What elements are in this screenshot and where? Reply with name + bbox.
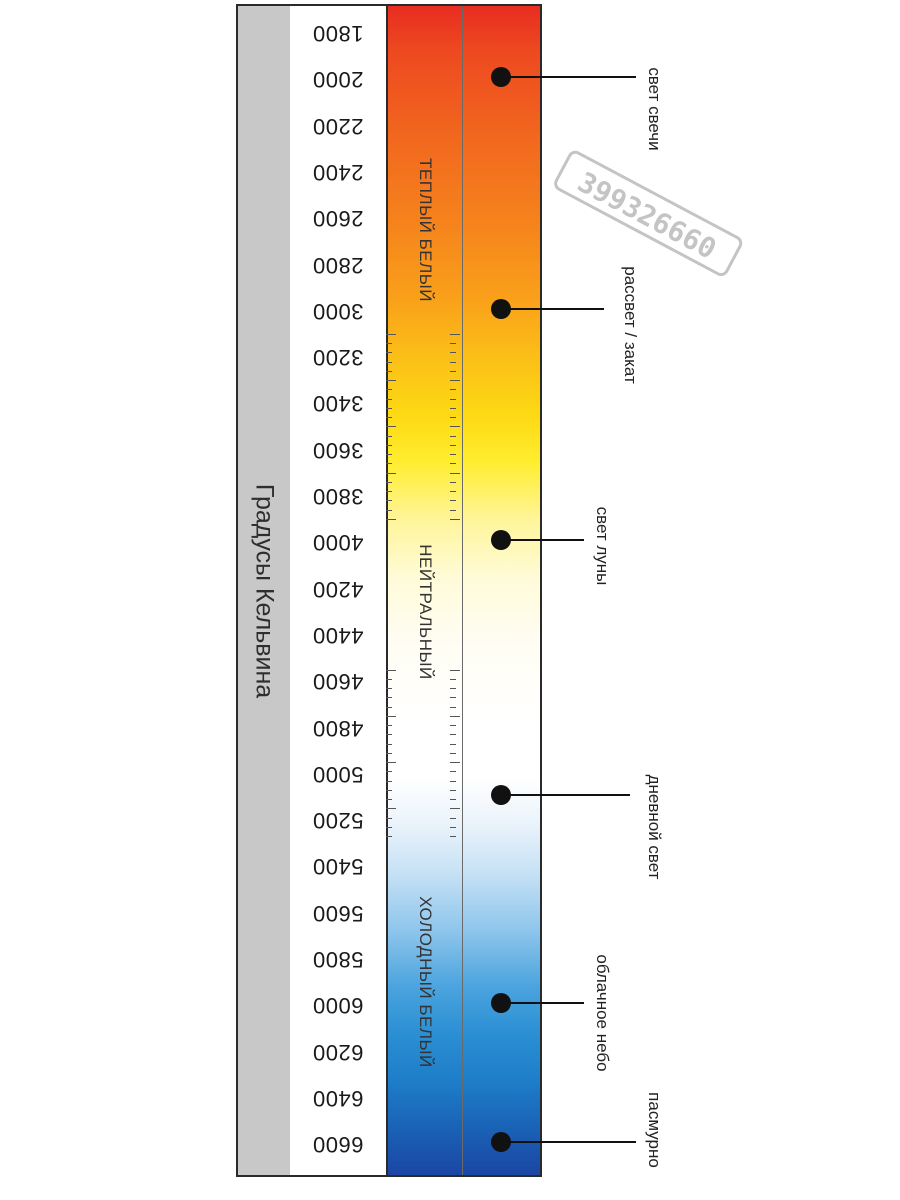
tick-mark [386,491,392,492]
tick-mark [386,389,392,390]
tick-mark [450,519,460,520]
tick-mark [386,454,392,455]
tick-mark [386,352,392,353]
tick-mark [450,463,456,464]
kelvin-scale: Градусы Кельвина 1800 2000 2200 2400 2600 2800 3000 3200 3400 3600 3800 4000 4200 4400 4600 4800 5000 5200 5400 5600 5800 6000 6200 6400 6600 ТЕПЛЫЙ БЕЛЫЙ НЕЙТРАЛЬНЫЙ ХОЛОДНЫЙ БЕЛЫЙ [236,4,542,1177]
tick-mark [386,697,392,698]
tick-mark [450,799,456,800]
tick-mark [450,371,456,372]
tick-mark [450,734,456,735]
tick-mark [450,697,456,698]
tick-mark [386,799,392,800]
tick-mark [450,781,456,782]
tick-mark [386,445,392,446]
tick-mark [386,482,392,483]
tick-mark [386,380,396,381]
tick-mark [450,362,456,363]
marker-leader-line [501,1002,584,1004]
tick-mark [386,707,392,708]
tick-mark [450,389,456,390]
tick-mark [386,808,396,809]
tick-mark [386,725,392,726]
tick-mark [386,510,392,511]
tick-mark [386,343,392,344]
tick-mark [450,408,456,409]
tick-mark [386,670,396,671]
marker-leader-line [501,308,604,310]
tick-mark [450,445,456,446]
tick-mark [450,454,456,455]
tick-mark [450,426,460,427]
tick-mark [386,500,392,501]
watermark-stamp: 399326660 [551,148,745,279]
kelvin-number-column: 1800 2000 2200 2400 2600 2800 3000 3200 3400 3600 3800 4000 4200 4400 4600 4800 5000 5200 5400 5600 5800 6000 6200 6400 6600 [290,6,386,1175]
tick-mark [450,707,456,708]
tick-mark [450,688,456,689]
tick-mark [450,352,456,353]
tick-mark [450,510,456,511]
marker-leader-line [501,1141,636,1143]
tick-mark [386,753,392,754]
tick-mark [450,670,460,671]
tick-mark [450,725,456,726]
tick-mark [450,491,456,492]
tick-mark [386,362,392,363]
tick-mark [386,417,392,418]
marker-leader-line [501,794,630,796]
tick-mark [386,426,396,427]
tick-mark [450,808,460,809]
tick-mark [386,408,392,409]
tick-mark [450,500,456,501]
tick-mark [386,781,392,782]
axis-title-strip: Градусы Кельвина [238,6,290,1175]
tick-mark [386,734,392,735]
tick-mark [386,371,392,372]
tick-mark [386,334,396,335]
marker-dot [491,299,511,319]
tick-mark [450,716,460,717]
band-divider [462,6,463,1175]
tick-mark [450,380,460,381]
tick-mark [450,836,456,837]
tick-mark [450,771,456,772]
tick-mark [450,473,460,474]
tick-mark [386,836,392,837]
marker-dot [491,785,511,805]
tick-mark [450,334,460,335]
tick-mark [450,790,456,791]
tick-mark [450,399,456,400]
tick-mark [450,482,456,483]
tick-marks [386,6,540,1175]
tick-mark [386,790,392,791]
tick-mark [386,818,392,819]
tick-mark [386,827,392,828]
tick-mark [386,716,396,717]
tick-mark [386,399,392,400]
tick-mark [386,744,392,745]
marker-leader-line [501,76,636,78]
tick-mark [386,519,396,520]
tick-mark [386,473,396,474]
tick-mark [386,762,396,763]
tick-mark [450,436,456,437]
tick-mark [450,744,456,745]
tick-mark [450,343,456,344]
tick-mark [450,818,456,819]
tick-mark [450,753,456,754]
tick-mark [386,679,392,680]
tick-mark [386,771,392,772]
tick-mark [450,417,456,418]
tick-mark [450,762,460,763]
tick-mark [386,436,392,437]
tick-mark [450,827,456,828]
marker-leader-line [501,539,584,541]
tick-mark [386,688,392,689]
tick-mark [450,679,456,680]
tick-mark [386,463,392,464]
